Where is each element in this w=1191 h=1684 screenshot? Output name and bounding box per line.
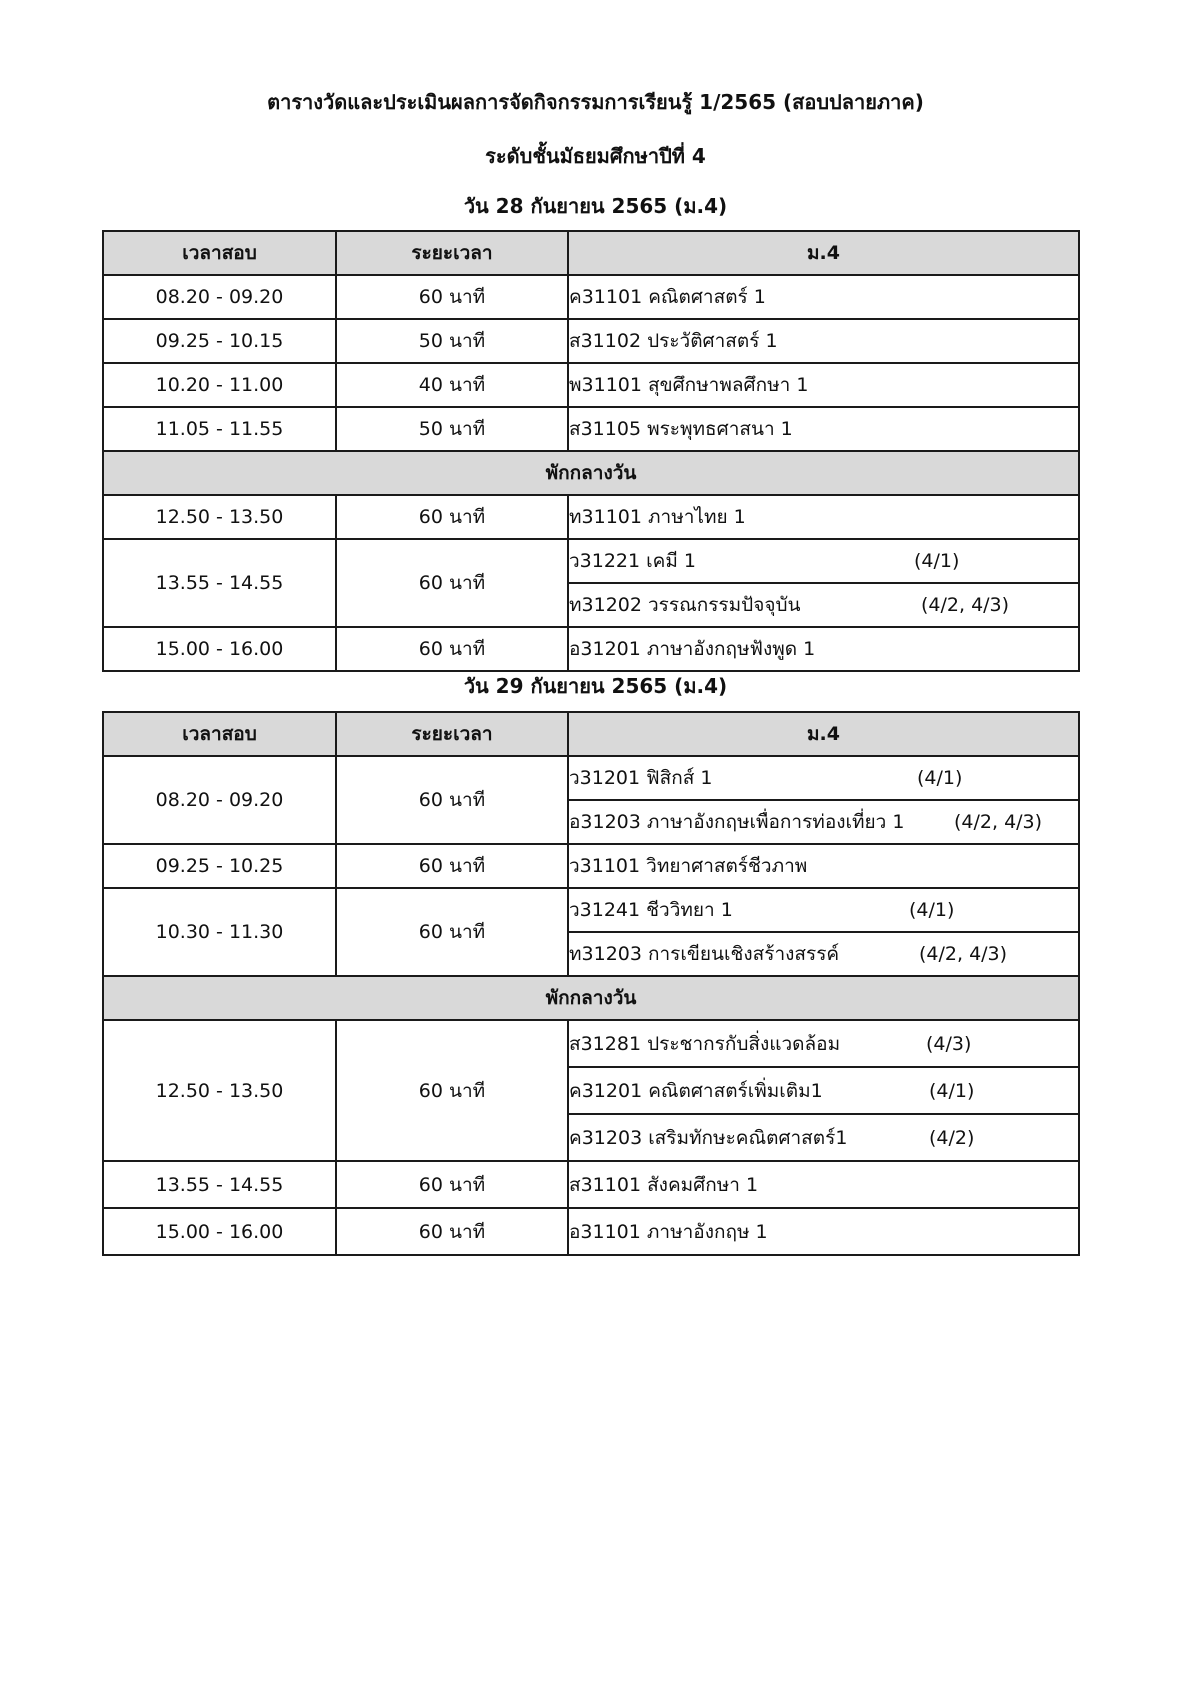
lunch-break-row	[103, 451, 1079, 495]
header-time: เวลาสอบ	[103, 712, 336, 756]
subject-name: ท31202 วรรณกรรมปัจจุบัน	[569, 594, 801, 616]
subject-cell: ว31101 วิทยาศาสตร์ชีวภาพ	[568, 844, 1079, 888]
time-cell: 15.00 - 16.00	[103, 1208, 336, 1255]
header-time: เวลาสอบ	[103, 231, 336, 275]
table-row	[103, 275, 1079, 319]
lunch-break-label: พักกลางวัน	[103, 976, 1079, 1020]
subject-cell	[568, 1114, 1079, 1161]
subject-cell: ส31101 สังคมศึกษา 1	[568, 1161, 1079, 1208]
subject-cell: พ31101 สุขศึกษาพลศึกษา 1	[568, 363, 1079, 407]
document-title: ตารางวัดและประเมินผลการจัดกิจกรรมการเรียนรู้ 1/2565 (สอบปลายภาค)	[267, 90, 924, 114]
table-row	[103, 539, 1079, 583]
lunch-break-row	[103, 976, 1079, 1020]
table-header-row	[103, 712, 1079, 756]
duration-cell: 60 นาที	[336, 756, 568, 844]
duration-cell: 60 นาที	[336, 627, 568, 671]
subject-cell	[568, 1067, 1079, 1114]
table-row	[103, 888, 1079, 932]
time-cell: 11.05 - 11.55	[103, 407, 336, 451]
table-row	[103, 1208, 1079, 1255]
time-cell: 08.20 - 09.20	[103, 275, 336, 319]
time-cell: 09.25 - 10.25	[103, 844, 336, 888]
duration-cell: 60 นาที	[336, 1161, 568, 1208]
table-header-row	[103, 231, 1079, 275]
table-row	[103, 363, 1079, 407]
table-row	[103, 1020, 1079, 1067]
class-group: (4/1)	[909, 899, 955, 921]
header-class: ม.4	[568, 231, 1079, 275]
day2-title: วัน 29 กันยายน 2565 (ม.4)	[463, 674, 728, 698]
subject-cell: อ31201 ภาษาอังกฤษฟังพูด 1	[568, 627, 1079, 671]
duration-cell: 60 นาที	[336, 495, 568, 539]
class-group: (4/2, 4/3)	[919, 943, 1008, 965]
time-cell: 12.50 - 13.50	[103, 1020, 336, 1161]
table-row	[103, 627, 1079, 671]
subject-cell	[568, 539, 1079, 583]
subject-cell	[568, 800, 1079, 844]
subject-cell: ส31102 ประวัติศาสตร์ 1	[568, 319, 1079, 363]
time-cell: 09.25 - 10.15	[103, 319, 336, 363]
class-group: (4/1)	[929, 1079, 975, 1102]
subject-cell	[568, 932, 1079, 976]
day1-schedule-table	[102, 230, 1080, 672]
time-cell: 15.00 - 16.00	[103, 627, 336, 671]
table-row	[103, 495, 1079, 539]
subject-cell	[568, 888, 1079, 932]
header-duration: ระยะเวลา	[336, 231, 568, 275]
subject-cell	[568, 1020, 1079, 1067]
subject-cell	[568, 583, 1079, 627]
subject-name: ค31201 คณิตศาสตร์เพิ่มเติม1	[569, 1079, 823, 1102]
day1-title: วัน 28 กันยายน 2565 (ม.4)	[463, 194, 728, 218]
day2-schedule-table	[102, 711, 1080, 1256]
duration-cell: 50 นาที	[336, 319, 568, 363]
duration-cell: 50 นาที	[336, 407, 568, 451]
class-group: (4/2, 4/3)	[954, 811, 1043, 833]
duration-cell: 40 นาที	[336, 363, 568, 407]
subject-name: ว31241 ชีววิทยา 1	[569, 899, 733, 921]
header-duration: ระยะเวลา	[336, 712, 568, 756]
time-cell: 13.55 - 14.55	[103, 1161, 336, 1208]
duration-cell: 60 นาที	[336, 539, 568, 627]
subject-cell: ส31105 พระพุทธศาสนา 1	[568, 407, 1079, 451]
header-class: ม.4	[568, 712, 1079, 756]
duration-cell: 60 นาที	[336, 1020, 568, 1161]
table-row	[103, 756, 1079, 800]
duration-cell: 60 นาที	[336, 844, 568, 888]
subject-name: ว31201 ฟิสิกส์ 1	[569, 767, 713, 789]
subject-cell	[568, 756, 1079, 800]
duration-cell: 60 นาที	[336, 888, 568, 976]
class-group: (4/2, 4/3)	[921, 594, 1010, 616]
table-row	[103, 407, 1079, 451]
lunch-break-label: พักกลางวัน	[103, 451, 1079, 495]
duration-cell: 60 นาที	[336, 275, 568, 319]
subject-name: ท31203 การเขียนเชิงสร้างสรรค์	[569, 943, 840, 965]
table-row	[103, 844, 1079, 888]
time-cell: 12.50 - 13.50	[103, 495, 336, 539]
class-group: (4/1)	[914, 550, 960, 572]
class-group: (4/2)	[929, 1126, 975, 1149]
table-row	[103, 319, 1079, 363]
time-cell: 10.30 - 11.30	[103, 888, 336, 976]
subject-name: ส31281 ประชากรกับสิ่งแวดล้อม	[569, 1032, 841, 1055]
subject-name: ว31221 เคมี 1	[569, 550, 697, 572]
subject-cell: ค31101 คณิตศาสตร์ 1	[568, 275, 1079, 319]
class-group: (4/1)	[917, 767, 963, 789]
subject-cell: อ31101 ภาษาอังกฤษ 1	[568, 1208, 1079, 1255]
grade-level-title: ระดับชั้นมัธยมศึกษาปีที่ 4	[485, 144, 706, 168]
table-row	[103, 1161, 1079, 1208]
class-group: (4/3)	[926, 1032, 972, 1055]
time-cell: 08.20 - 09.20	[103, 756, 336, 844]
duration-cell: 60 นาที	[336, 1208, 568, 1255]
subject-name: อ31203 ภาษาอังกฤษเพื่อการท่องเที่ยว 1	[569, 811, 905, 833]
subject-name: ค31203 เสริมทักษะคณิตศาสตร์1	[569, 1126, 848, 1149]
time-cell: 13.55 - 14.55	[103, 539, 336, 627]
subject-cell: ท31101 ภาษาไทย 1	[568, 495, 1079, 539]
time-cell: 10.20 - 11.00	[103, 363, 336, 407]
